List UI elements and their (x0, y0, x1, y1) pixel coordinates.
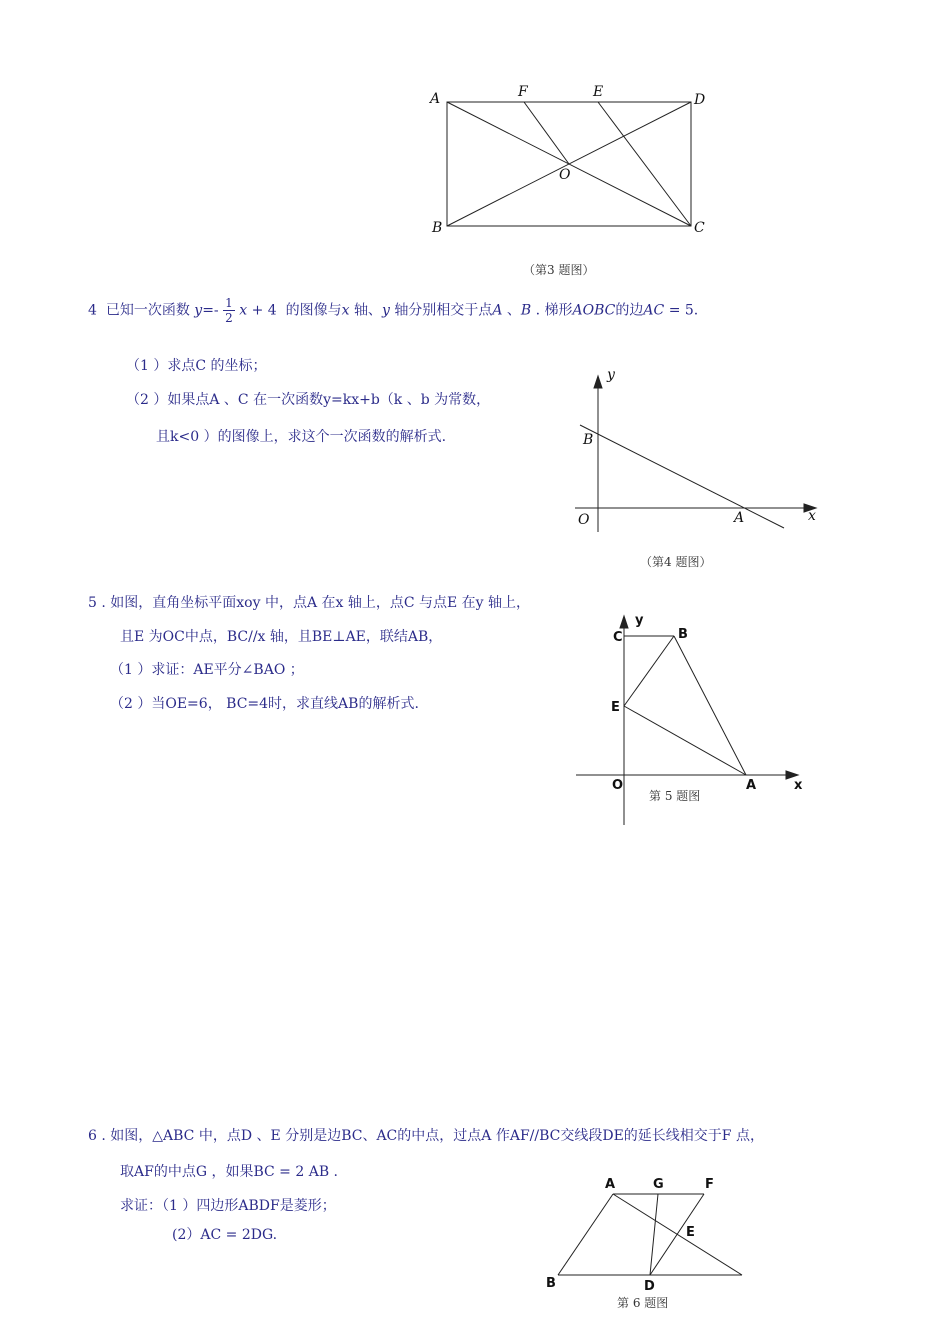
q6-line4: (2）AC = 2DG. (172, 1227, 278, 1243)
fig6-label-B: B (546, 1276, 556, 1291)
fig6-label-A: A (605, 1177, 616, 1192)
fig5-label-x: x (794, 778, 803, 793)
fig6-label-G: G (653, 1177, 664, 1192)
q5-part1: （1 ）求证：AE平分∠BAO ； (110, 662, 304, 678)
fig5-label-C: C (613, 630, 623, 645)
q4-part1: （1 ）求点C 的坐标； (126, 358, 267, 374)
fig5-caption: 第 5 题图 (649, 789, 701, 803)
q5-part2: （2 ）当OE=6， BC=4时，求直线AB的解析式. (110, 696, 419, 712)
fig5-label-A: A (746, 778, 757, 793)
fig3-label-F: F (518, 84, 528, 100)
fig6-caption: 第 6 题图 (617, 1296, 669, 1310)
fig5-label-B: B (678, 627, 688, 642)
q5-line1: 5 . 如图，直角坐标平面xoy 中，点A 在x 轴上，点C 与点E 在y 轴上， (88, 595, 531, 611)
fig3-label-C: C (694, 220, 705, 236)
fig4-label-B: B (583, 432, 594, 448)
figure-3 (420, 78, 720, 243)
fig4-label-A: A (734, 510, 745, 526)
q4-fraction: $\frac{1}{2}$ (225, 296, 233, 325)
q6-line1: 6 . 如图，△ABC 中，点D 、E 分别是边BC、AC的中点，过点A 作AF//BC交线段DE的延长线相交于F 点， (88, 1128, 764, 1144)
fig3-caption: （第3 题图） (523, 263, 595, 277)
q6-line2: 取AF的中点G ，如果BC = 2 AB . (120, 1164, 339, 1180)
fig4-label-x: x (808, 508, 816, 524)
fig5-label-y: y (635, 613, 644, 628)
fig3-label-B: B (432, 220, 443, 236)
fig3-label-A: A (430, 91, 441, 107)
figure-4 (570, 362, 830, 537)
q4-statement: 4 已知一次函数 y=- $\frac{1}{2}$ x + 4 的图像与x 轴、y 轴分别相交于点A 、B . 梯形AOBC的边AC = 5. (88, 296, 699, 325)
fig4-label-y: y (607, 367, 615, 383)
fig3-label-O: O (559, 167, 571, 183)
fig6-label-F: F (705, 1177, 714, 1192)
q6-line3: 求证：（1 ）四边形ABDF是菱形； (120, 1198, 336, 1214)
q5-line2: 且E 为OC中点，BC//x 轴，且BE⊥AE，联结AB， (120, 629, 443, 645)
fig6-label-D: D (644, 1279, 655, 1294)
fig4-label-O: O (578, 512, 590, 528)
q4-part2: （2 ）如果点A 、C 在一次函数y=kx+b（k 、b 为常数， (126, 392, 491, 408)
figure-6 (540, 1172, 760, 1297)
fig4-caption: （第4 题图） (640, 555, 712, 569)
q4-part2-cont: 且k<0 ）的图像上，求这个一次函数的解析式. (156, 429, 447, 445)
fig3-label-E: E (593, 84, 604, 100)
fig3-label-D: D (694, 92, 706, 108)
fig5-label-E: E (611, 700, 620, 715)
fig6-label-E: E (686, 1225, 695, 1240)
fig5-label-O: O (612, 778, 624, 793)
